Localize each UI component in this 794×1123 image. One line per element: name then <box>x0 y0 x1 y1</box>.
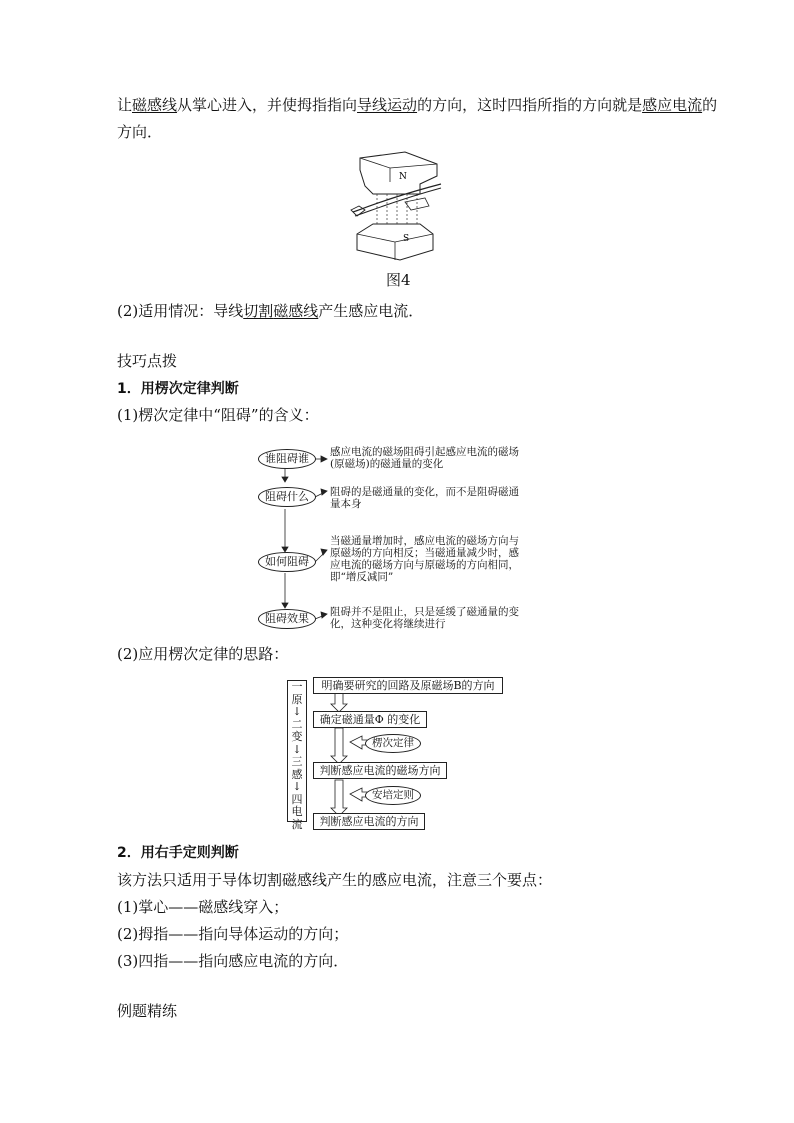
flow-node-what: 阻碍什么 <box>258 487 316 507</box>
flow2-box-identify: 明确要研究的回路及原磁场B的方向 <box>313 677 503 694</box>
underlined-term: 磁感线 <box>273 302 319 320</box>
section-examples-heading: 例题精练 <box>117 1002 178 1020</box>
text-seg: 的 <box>702 96 718 114</box>
sub-heading-meaning: (1)楞次定律中“阻碍”的含义： <box>117 406 319 424</box>
v-char: ↓ <box>292 780 302 793</box>
flow-desc-1 <box>330 446 519 470</box>
flow-desc-2 <box>330 486 519 510</box>
desc-line: 当磁通量增加时，感应电流的磁场方向与 <box>330 535 519 547</box>
heading-lenz-law: 1．用楞次定律判断 <box>117 381 239 397</box>
v-char: 电 <box>291 805 303 818</box>
flow2-box-induced-current: 判断感应电流的方向 <box>313 813 425 830</box>
desc-line: 应电流的磁场方向与原磁场的方向相同， <box>330 559 519 571</box>
sub-heading-approach: (2)应用楞次定律的思路： <box>117 645 289 663</box>
paragraph-line-1 <box>117 98 717 113</box>
desc-line: 化，这种变化将继续进行 <box>330 618 446 630</box>
flow2-vertical-summary <box>287 680 307 831</box>
point-fingers: (3)四指——指向感应电流的方向． <box>117 952 349 970</box>
flow2-oval-lenz: 楞次定律 <box>365 734 421 753</box>
text-seg: 的方向，这时四指所指的方向就是 <box>417 96 643 114</box>
section-tips-heading: 技巧点拨 <box>117 352 178 370</box>
flow2-box-induced-field: 判断感应电流的磁场方向 <box>313 762 447 779</box>
flow2-oval-ampere: 安培定则 <box>365 786 421 805</box>
desc-line: 阻碍并不是阻止，只是延缓了磁通量的变 <box>330 606 519 618</box>
v-char: 流 <box>291 817 303 831</box>
text-seg: 让 <box>117 96 133 114</box>
magnet-figure <box>345 150 445 262</box>
underlined-term: 磁感线 <box>132 96 178 114</box>
desc-line: 即“增反减同” <box>330 571 394 583</box>
v-char: 一 <box>291 680 303 693</box>
v-char: 三 <box>291 755 303 768</box>
v-char: 感 <box>291 767 303 781</box>
n-pole-label: N <box>399 172 407 182</box>
text-seg: (2)适用情况：导线 <box>117 302 244 320</box>
desc-line: (原磁场)的磁通量的变化 <box>330 458 444 470</box>
v-char: 四 <box>291 792 303 806</box>
v-char: ↓ <box>292 742 302 756</box>
desc-line: 感应电流的磁场阻碍引起感应电流的磁场 <box>330 446 519 458</box>
v-char: ↓ <box>292 705 302 718</box>
flow-node-who: 谁阻碍谁 <box>258 449 316 469</box>
desc-line: 原磁场的方向相反；当磁通量减少时，感 <box>330 547 519 559</box>
underlined-term: 导线运动 <box>357 96 418 114</box>
v-char: 原 <box>291 692 303 706</box>
s-pole-label: S <box>403 234 410 244</box>
figure-caption: 图4 <box>386 271 411 289</box>
flow-node-how: 如何阻碍 <box>258 552 316 572</box>
paragraph-line-2: 方向． <box>117 123 163 141</box>
desc-line: 量本身 <box>330 498 362 510</box>
flow-desc-3 <box>330 535 519 583</box>
applicability-line <box>117 304 423 319</box>
underlined-term: 感应电流 <box>642 96 703 114</box>
desc-line: 阻碍的是磁通量的变化，而不是阻碍磁通 <box>330 486 519 498</box>
v-char: 变 <box>291 730 303 743</box>
heading-right-hand-rule: 2．用右手定则判断 <box>117 845 239 861</box>
text-seg: 从掌心进入，并使拇指指向 <box>177 96 358 114</box>
point-palm: (1)掌心——磁感线穿入； <box>117 898 289 916</box>
flow2-box-flux-change: 确定磁通量Φ 的变化 <box>313 711 427 728</box>
v-char: 二 <box>291 717 303 731</box>
text-seg: 产生感应电流． <box>318 302 424 320</box>
underlined-term: 切割 <box>243 302 274 320</box>
point-thumb: (2)拇指——指向导体运动的方向； <box>117 925 349 943</box>
right-hand-intro: 该方法只适用于导体切割磁感线产生的感应电流，注意三个要点： <box>117 871 553 889</box>
flow-desc-4 <box>330 606 519 630</box>
flow-node-effect: 阻碍效果 <box>258 609 316 629</box>
